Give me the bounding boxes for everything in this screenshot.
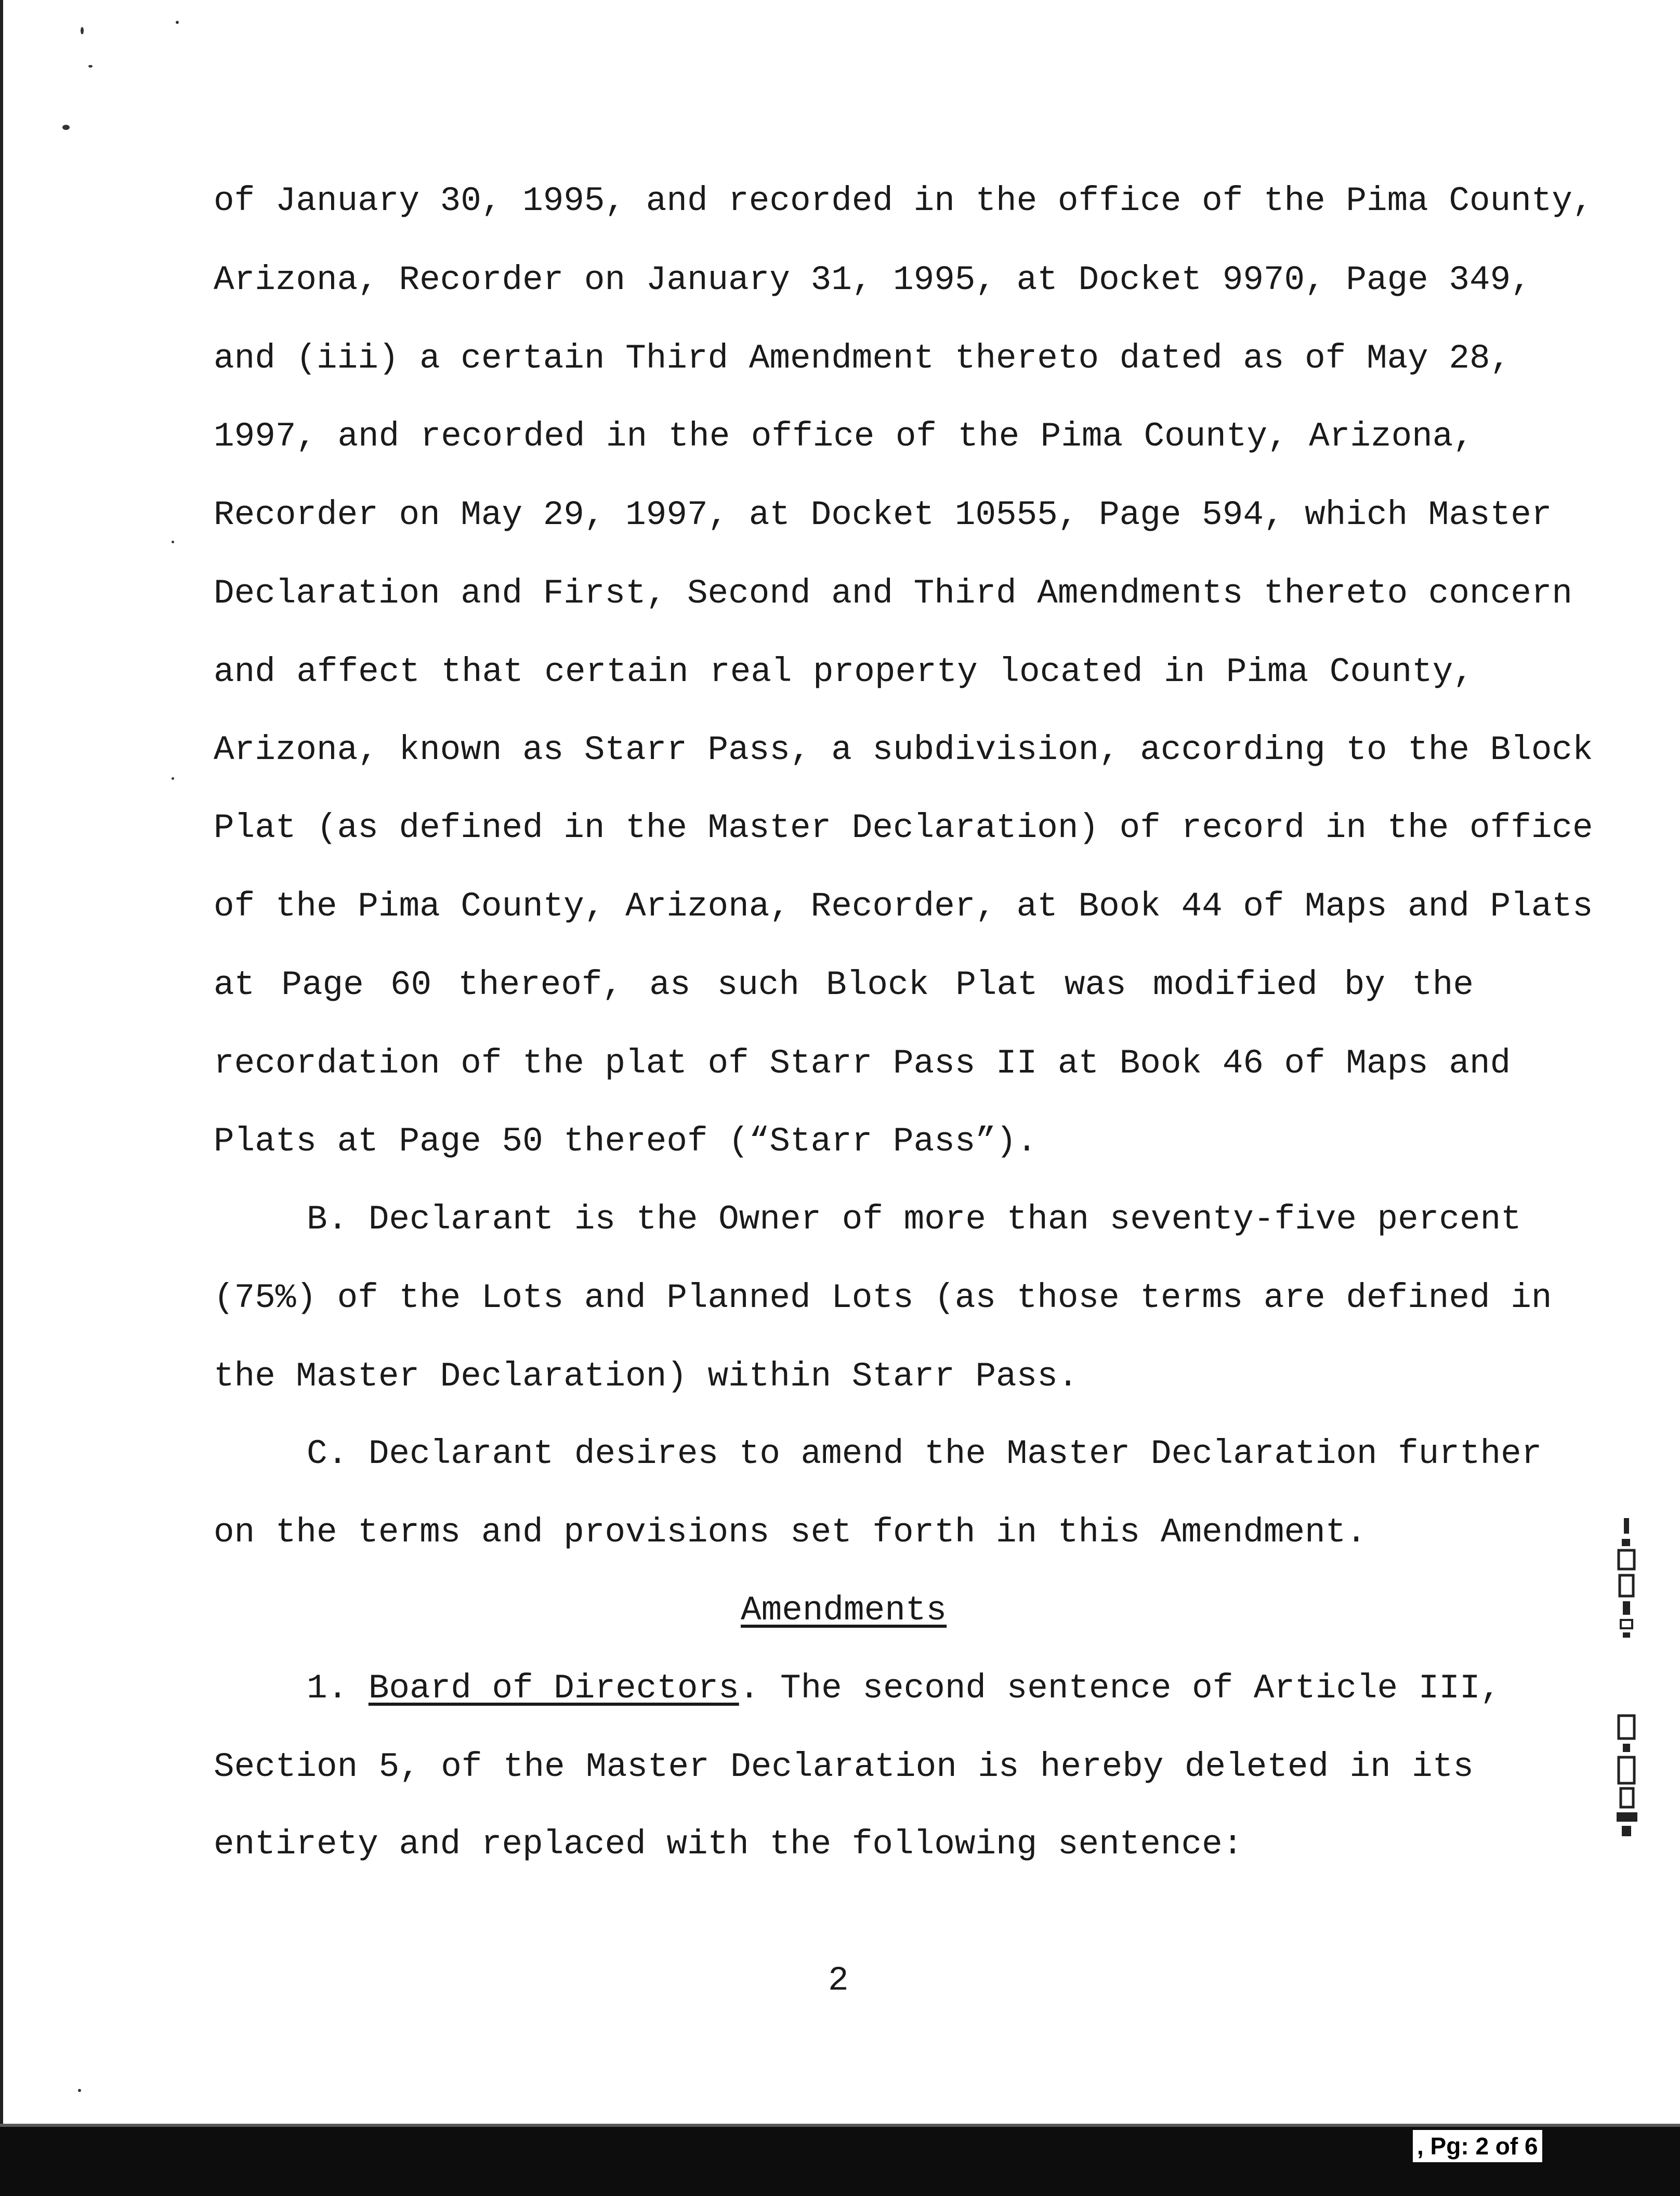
scan-speck [78, 2089, 81, 2092]
recording-stamp [1611, 1518, 1648, 1851]
scan-speck [172, 541, 174, 543]
text-line: of the Pima County, Arizona, Recorder, at Book 44 of Maps and Plats [214, 887, 1593, 926]
recorder-page-label: , Pg: 2 of 6 [1413, 2130, 1542, 2162]
text-line: and (iii) a certain Third Amendment thereto dated as of May 28, [214, 339, 1511, 378]
text-line: and affect that certain real property located in Pima County, [214, 652, 1474, 691]
text-line: on the terms and provisions set forth in this Amendment. [214, 1513, 1367, 1552]
scan-speck [81, 27, 84, 34]
text-line: recordation of the plat of Starr Pass II at Book 46 of Maps and [214, 1044, 1511, 1083]
section-title: Board of Directors [368, 1669, 739, 1708]
text-line: Declaration and First, Second and Third Amendments thereto concern [214, 574, 1573, 613]
scan-speck [88, 65, 93, 68]
scan-speck [172, 777, 174, 780]
text-line: the Master Declaration) within Starr Pass. [214, 1357, 1079, 1396]
text-line: Arizona, Recorder on January 31, 1995, at Docket 9970, Page 349, [214, 260, 1531, 299]
text-line: 1997, and recorded in the office of the Pima County, Arizona, [214, 417, 1474, 456]
section-heading: Amendments [741, 1591, 947, 1630]
paragraph-c-line: C. Declarant desires to amend the Master Declaration further [307, 1434, 1542, 1473]
paragraph-b-line: B. Declarant is the Owner of more than seventy-five percent [307, 1200, 1521, 1239]
text-line: Recorder on May 29, 1997, at Docket 10555, Page 594, which Master [214, 495, 1552, 534]
text-line: (75%) of the Lots and Planned Lots (as those terms are defined in [214, 1278, 1552, 1317]
scan-speck [176, 21, 179, 24]
section-1-first-line [307, 1668, 1501, 1709]
text-line: Plats at Page 50 thereof (“Starr Pass”). [214, 1122, 1038, 1161]
text-line: of January 30, 1995, and recorded in the office of the Pima County, [214, 181, 1593, 220]
text-line: Section 5, of the Master Declaration is hereby deleted in its [214, 1747, 1474, 1786]
section-number: 1. [307, 1669, 348, 1708]
page-number: 2 [828, 1961, 849, 2000]
text-line: entirety and replaced with the following sentence: [214, 1825, 1243, 1864]
text-line: Plat (as defined in the Master Declaration) of record in the office [214, 808, 1593, 847]
text-line: Arizona, known as Starr Pass, a subdivision, according to the Block [214, 730, 1593, 769]
text-line: at Page 60 thereof, as such Block Plat was modified by the [214, 965, 1474, 1004]
scan-speck [62, 125, 70, 130]
section-1-first-line-rest: . The second sentence of Article III, [739, 1669, 1501, 1708]
scan-edge [0, 0, 3, 2196]
